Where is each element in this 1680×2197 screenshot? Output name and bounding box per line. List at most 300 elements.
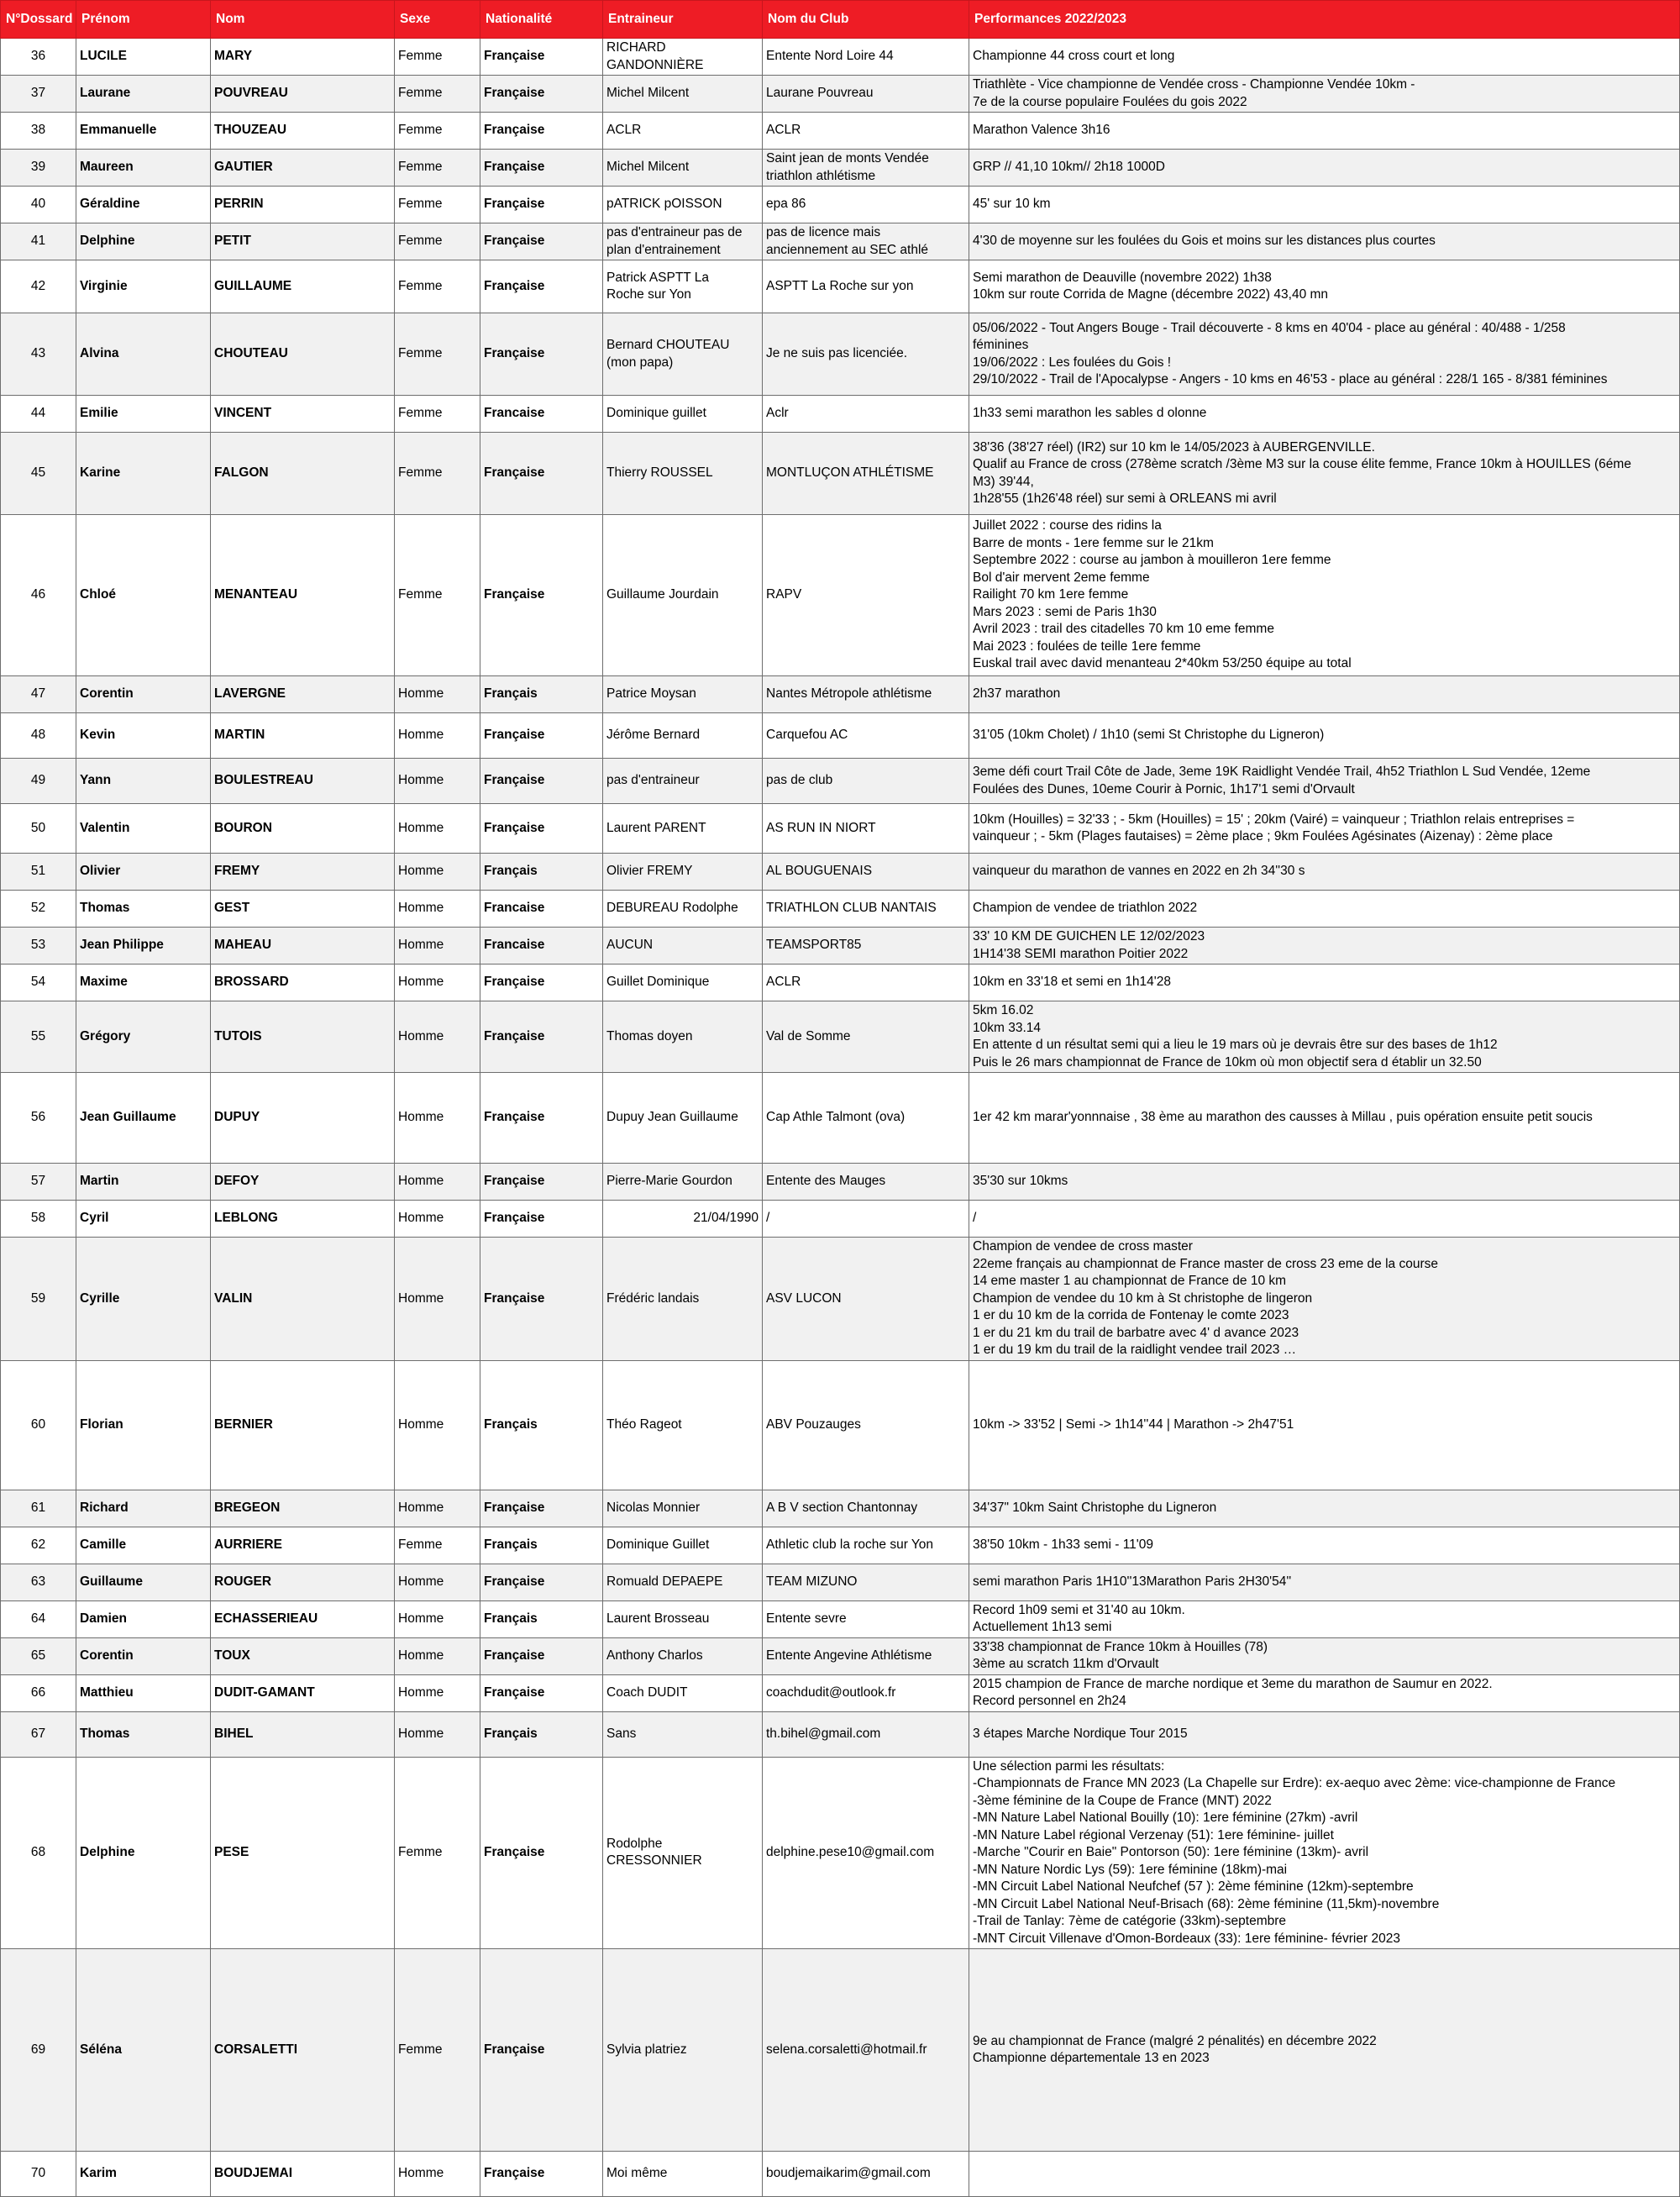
table-row	[1, 396, 1680, 433]
cell-entraineur: 21/04/1990	[603, 1201, 763, 1238]
cell-club: Nantes Métropole athlétisme	[763, 676, 969, 713]
cell-sexe: Homme	[395, 1238, 480, 1361]
table-row	[1, 759, 1680, 804]
cell-club: RAPV	[763, 515, 969, 676]
col-header-dossard: N°Dossard	[1, 1, 76, 39]
table-row	[1, 713, 1680, 759]
cell-entraineur: Thomas doyen	[603, 1001, 763, 1073]
cell-prenom: Matthieu	[76, 1674, 211, 1711]
cell-sexe: Homme	[395, 2152, 480, 2197]
cell-sexe: Femme	[395, 515, 480, 676]
cell-club: boudjemaikarim@gmail.com	[763, 2152, 969, 2197]
cell-sexe: Femme	[395, 396, 480, 433]
cell-nom: LAVERGNE	[211, 676, 395, 713]
table-row	[1, 676, 1680, 713]
cell-prenom: LUCILE	[76, 39, 211, 76]
cell-performances: GRP // 41,10 10km// 2h18 1000D	[969, 150, 1680, 187]
cell-prenom: Martin	[76, 1164, 211, 1201]
cell-entraineur: Patrick ASPTT La Roche sur Yon	[603, 260, 763, 313]
cell-nationalite: Française	[480, 1164, 603, 1201]
cell-nationalite: Française	[480, 1201, 603, 1238]
cell-prenom: Florian	[76, 1360, 211, 1490]
cell-nationalite: Française	[480, 1073, 603, 1164]
cell-club: pas de club	[763, 759, 969, 804]
col-header-sexe: Sexe	[395, 1, 480, 39]
cell-nom: ROUGER	[211, 1564, 395, 1600]
cell-nom: CORSALETTI	[211, 1949, 395, 2152]
cell-entraineur: Olivier FREMY	[603, 854, 763, 891]
cell-sexe: Homme	[395, 1674, 480, 1711]
cell-nationalite: Française	[480, 759, 603, 804]
cell-nom: BREGEON	[211, 1490, 395, 1527]
cell-club: AL BOUGUENAIS	[763, 854, 969, 891]
cell-dossard: 39	[1, 150, 76, 187]
cell-sexe: Femme	[395, 313, 480, 396]
cell-dossard: 60	[1, 1360, 76, 1490]
table-row	[1, 928, 1680, 964]
cell-prenom: Jean Guillaume	[76, 1073, 211, 1164]
cell-club: ASPTT La Roche sur yon	[763, 260, 969, 313]
cell-nationalite: Français	[480, 1360, 603, 1490]
table-row	[1, 854, 1680, 891]
table-row	[1, 964, 1680, 1001]
cell-prenom: Corentin	[76, 1637, 211, 1674]
cell-nom: ECHASSERIEAU	[211, 1600, 395, 1637]
cell-entraineur: Coach DUDIT	[603, 1674, 763, 1711]
cell-sexe: Homme	[395, 1490, 480, 1527]
cell-performances: 10km (Houilles) = 32'33 ; - 5km (Houilles) = 15' ; 20km (Vairé) = vainqueur ; Triathlon relais entreprises = vainqueur ; - 5km (Plages fautaises) = 2ème place ; 9km Foulées Agésinates (Aizenay) : 2ème place	[969, 804, 1680, 854]
cell-club: TEAMSPORT85	[763, 928, 969, 964]
cell-prenom: Richard	[76, 1490, 211, 1527]
cell-performances: 3eme défi court Trail Côte de Jade, 3eme 19K Raidlight Vendée Trail, 4h52 Triathlon L Sud Vendée, 12eme Foulées des Dunes, 10eme Courir à Pornic, 1h17'1 semi d'Orvault	[969, 759, 1680, 804]
cell-sexe: Femme	[395, 113, 480, 150]
table-row	[1, 113, 1680, 150]
cell-sexe: Homme	[395, 1360, 480, 1490]
cell-nationalite: Française	[480, 1757, 603, 1949]
cell-club: Je ne suis pas licenciée.	[763, 313, 969, 396]
cell-nom: PERRIN	[211, 187, 395, 223]
cell-performances: Champion de vendee de cross master 22eme français au championnat de France master de cross 23 eme de la course 14 eme master 1 au championnat de France de 10 km Champion de vendee du 10 km à St christophe de lingeron 1 er du 10 km de la corrida de Fontenay le comte 2023 1 er du 21 km du trail de barbatre avec 4' d avance 2023 1 er du 19 km du trail de la raidlight vendee trail 2023 …	[969, 1238, 1680, 1361]
cell-entraineur: Dupuy Jean Guillaume	[603, 1073, 763, 1164]
cell-performances: 2h37 marathon	[969, 676, 1680, 713]
cell-sexe: Femme	[395, 1757, 480, 1949]
cell-dossard: 61	[1, 1490, 76, 1527]
cell-sexe: Homme	[395, 804, 480, 854]
cell-prenom: Maureen	[76, 150, 211, 187]
cell-prenom: Virginie	[76, 260, 211, 313]
cell-entraineur: Sylvia platriez	[603, 1949, 763, 2152]
cell-nationalite: Française	[480, 1564, 603, 1600]
cell-entraineur: Nicolas Monnier	[603, 1490, 763, 1527]
cell-nom: AURRIERE	[211, 1527, 395, 1564]
cell-entraineur: Patrice Moysan	[603, 676, 763, 713]
cell-performances: vainqueur du marathon de vannes en 2022 en 2h 34''30 s	[969, 854, 1680, 891]
cell-entraineur: pas d'entraineur	[603, 759, 763, 804]
table-row	[1, 1490, 1680, 1527]
cell-performances: 1h33 semi marathon les sables d olonne	[969, 396, 1680, 433]
table-row	[1, 1711, 1680, 1757]
cell-prenom: Damien	[76, 1600, 211, 1637]
cell-sexe: Homme	[395, 1201, 480, 1238]
cell-performances: 38'36 (38'27 réel) (IR2) sur 10 km le 14/05/2023 à AUBERGENVILLE. Qualif au France de cross (278ème scratch /3ème M3 sur la couse élite femme, France 10km à HOUILLES (6éme M3) 39'44, 1h28'55 (1h26'48 réel) sur semi à ORLEANS mi avril	[969, 433, 1680, 515]
cell-prenom: Karine	[76, 433, 211, 515]
cell-entraineur: Anthony Charlos	[603, 1637, 763, 1674]
cell-nom: GEST	[211, 891, 395, 928]
cell-club: MONTLUÇON ATHLÉTISME	[763, 433, 969, 515]
cell-performances: Juillet 2022 : course des ridins la Barre de monts - 1ere femme sur le 21km Septembre 2022 : course au jambon à mouilleron 1ere femme Bol d'air mervent 2eme femme Railight 70 km 1ere femme Mars 2023 : semi de Paris 1h30 Avril 2023 : trail des citadelles 70 km 10 eme femme Mai 2023 : foulées de teille 1ere femme Euskal trail avec david menanteau 2*40km 53/250 équipe au total	[969, 515, 1680, 676]
cell-club: Saint jean de monts Vendée triathlon athlétisme	[763, 150, 969, 187]
cell-performances: 31'05 (10km Cholet) / 1h10 (semi St Christophe du Ligneron)	[969, 713, 1680, 759]
cell-nationalite: Français	[480, 854, 603, 891]
table-row	[1, 76, 1680, 113]
cell-dossard: 42	[1, 260, 76, 313]
cell-sexe: Femme	[395, 260, 480, 313]
table-row	[1, 433, 1680, 515]
cell-performances: 1er 42 km marar'yonnnaise , 38 ème au marathon des causses à Millau , puis opération ensuite petit soucis	[969, 1073, 1680, 1164]
table-row	[1, 313, 1680, 396]
cell-sexe: Femme	[395, 433, 480, 515]
cell-dossard: 63	[1, 1564, 76, 1600]
table-row	[1, 1073, 1680, 1164]
cell-prenom: Cyrille	[76, 1238, 211, 1361]
cell-sexe: Homme	[395, 676, 480, 713]
cell-sexe: Homme	[395, 964, 480, 1001]
cell-dossard: 53	[1, 928, 76, 964]
cell-nationalite: Française	[480, 260, 603, 313]
cell-sexe: Femme	[395, 76, 480, 113]
cell-entraineur: RICHARD GANDONNIÈRE	[603, 39, 763, 76]
cell-dossard: 40	[1, 187, 76, 223]
cell-entraineur: Sans	[603, 1711, 763, 1757]
cell-dossard: 48	[1, 713, 76, 759]
cell-club: Entente Angevine Athlétisme	[763, 1637, 969, 1674]
cell-performances: 2015 champion de France de marche nordique et 3eme du marathon de Saumur en 2022. Record personnel en 2h24	[969, 1674, 1680, 1711]
cell-club: AS RUN IN NIORT	[763, 804, 969, 854]
cell-nom: VINCENT	[211, 396, 395, 433]
table-row	[1, 1757, 1680, 1949]
cell-club: epa 86	[763, 187, 969, 223]
cell-dossard: 54	[1, 964, 76, 1001]
cell-club: ACLR	[763, 964, 969, 1001]
cell-dossard: 36	[1, 39, 76, 76]
cell-nationalite: Française	[480, 433, 603, 515]
cell-nom: BOUDJEMAI	[211, 2152, 395, 2197]
table-row	[1, 260, 1680, 313]
cell-sexe: Homme	[395, 1711, 480, 1757]
cell-nom: MAHEAU	[211, 928, 395, 964]
cell-nationalite: Française	[480, 1238, 603, 1361]
cell-performances: 33' 10 KM DE GUICHEN LE 12/02/2023 1H14'38 SEMI marathon Poitier 2022	[969, 928, 1680, 964]
cell-nationalite: Française	[480, 515, 603, 676]
cell-entraineur: DEBUREAU Rodolphe	[603, 891, 763, 928]
cell-entraineur: ACLR	[603, 113, 763, 150]
col-header-nom: Nom	[211, 1, 395, 39]
cell-sexe: Femme	[395, 150, 480, 187]
cell-nom: LEBLONG	[211, 1201, 395, 1238]
cell-nom: TUTOIS	[211, 1001, 395, 1073]
cell-prenom: Valentin	[76, 804, 211, 854]
cell-club: /	[763, 1201, 969, 1238]
cell-club: delphine.pese10@gmail.com	[763, 1757, 969, 1949]
cell-nationalite: Française	[480, 1001, 603, 1073]
cell-sexe: Homme	[395, 1164, 480, 1201]
table-row	[1, 223, 1680, 260]
cell-nom: CHOUTEAU	[211, 313, 395, 396]
cell-prenom: Jean Philippe	[76, 928, 211, 964]
cell-sexe: Homme	[395, 1600, 480, 1637]
cell-dossard: 50	[1, 804, 76, 854]
cell-dossard: 64	[1, 1600, 76, 1637]
cell-dossard: 49	[1, 759, 76, 804]
cell-prenom: Alvina	[76, 313, 211, 396]
cell-nom: MENANTEAU	[211, 515, 395, 676]
cell-club: ABV Pouzauges	[763, 1360, 969, 1490]
cell-nationalite: Française	[480, 150, 603, 187]
cell-entraineur: Romuald DEPAEPE	[603, 1564, 763, 1600]
cell-dossard: 58	[1, 1201, 76, 1238]
cell-nationalite: Française	[480, 223, 603, 260]
cell-nom: FREMY	[211, 854, 395, 891]
cell-performances: Record 1h09 semi et 31'40 au 10km. Actuellement 1h13 semi	[969, 1600, 1680, 1637]
cell-dossard: 44	[1, 396, 76, 433]
cell-entraineur: Michel Milcent	[603, 150, 763, 187]
cell-entraineur: Dominique guillet	[603, 396, 763, 433]
cell-nom: DUDIT-GAMANT	[211, 1674, 395, 1711]
cell-performances: 45' sur 10 km	[969, 187, 1680, 223]
cell-club: TEAM MIZUNO	[763, 1564, 969, 1600]
cell-nom: BOURON	[211, 804, 395, 854]
cell-dossard: 37	[1, 76, 76, 113]
cell-dossard: 65	[1, 1637, 76, 1674]
cell-sexe: Homme	[395, 713, 480, 759]
cell-performances: Champion de vendee de triathlon 2022	[969, 891, 1680, 928]
cell-dossard: 55	[1, 1001, 76, 1073]
cell-nationalite: Français	[480, 1527, 603, 1564]
cell-nationalite: Français	[480, 1600, 603, 1637]
cell-dossard: 67	[1, 1711, 76, 1757]
cell-club: coachdudit@outlook.fr	[763, 1674, 969, 1711]
col-header-club: Nom du Club	[763, 1, 969, 39]
cell-nationalite: Française	[480, 964, 603, 1001]
header-row	[1, 1, 1680, 39]
cell-sexe: Femme	[395, 1527, 480, 1564]
cell-dossard: 68	[1, 1757, 76, 1949]
cell-sexe: Homme	[395, 1637, 480, 1674]
cell-entraineur: Guillet Dominique	[603, 964, 763, 1001]
table-row	[1, 187, 1680, 223]
cell-nom: THOUZEAU	[211, 113, 395, 150]
table-row	[1, 1564, 1680, 1600]
cell-dossard: 41	[1, 223, 76, 260]
cell-prenom: Delphine	[76, 1757, 211, 1949]
cell-entraineur: Rodolphe CRESSONNIER	[603, 1757, 763, 1949]
cell-nom: VALIN	[211, 1238, 395, 1361]
table-row	[1, 515, 1680, 676]
cell-club: Entente sevre	[763, 1600, 969, 1637]
table-row	[1, 1001, 1680, 1073]
cell-nom: GUILLAUME	[211, 260, 395, 313]
cell-nationalite: Français	[480, 676, 603, 713]
cell-dossard: 47	[1, 676, 76, 713]
cell-club: A B V section Chantonnay	[763, 1490, 969, 1527]
cell-performances: 4'30 de moyenne sur les foulées du Gois et moins sur les distances plus courtes	[969, 223, 1680, 260]
cell-entraineur: pATRICK pOISSON	[603, 187, 763, 223]
cell-nationalite: Française	[480, 1674, 603, 1711]
cell-dossard: 46	[1, 515, 76, 676]
cell-club: ASV LUCON	[763, 1238, 969, 1361]
cell-performances: 35'30 sur 10kms	[969, 1164, 1680, 1201]
cell-prenom: Thomas	[76, 891, 211, 928]
cell-entraineur: Guillaume Jourdain	[603, 515, 763, 676]
cell-performances: 10km -> 33'52 | Semi -> 1h14''44 | Marathon -> 2h47'51	[969, 1360, 1680, 1490]
cell-entraineur: Bernard CHOUTEAU (mon papa)	[603, 313, 763, 396]
cell-dossard: 38	[1, 113, 76, 150]
cell-sexe: Homme	[395, 1564, 480, 1600]
cell-club: Cap Athle Talmont (ova)	[763, 1073, 969, 1164]
cell-entraineur: Théo Rageot	[603, 1360, 763, 1490]
cell-sexe: Homme	[395, 854, 480, 891]
table-row	[1, 1637, 1680, 1674]
cell-performances: Championne 44 cross court et long	[969, 39, 1680, 76]
cell-nationalite: Française	[480, 76, 603, 113]
cell-performances: 38'50 10km - 1h33 semi - 11'09	[969, 1527, 1680, 1564]
cell-nom: DEFOY	[211, 1164, 395, 1201]
cell-dossard: 57	[1, 1164, 76, 1201]
cell-sexe: Femme	[395, 223, 480, 260]
cell-performances: Semi marathon de Deauville (novembre 2022) 1h38 10km sur route Corrida de Magne (décembre 2022) 43,40 mn	[969, 260, 1680, 313]
table-row	[1, 2152, 1680, 2197]
cell-performances: 10km en 33'18 et semi en 1h14'28	[969, 964, 1680, 1001]
cell-prenom: Emmanuelle	[76, 113, 211, 150]
cell-entraineur: Pierre-Marie Gourdon	[603, 1164, 763, 1201]
cell-dossard: 45	[1, 433, 76, 515]
cell-sexe: Homme	[395, 928, 480, 964]
cell-dossard: 69	[1, 1949, 76, 2152]
cell-dossard: 51	[1, 854, 76, 891]
table-row	[1, 1949, 1680, 2152]
table-row	[1, 1600, 1680, 1637]
cell-dossard: 59	[1, 1238, 76, 1361]
cell-nationalite: Française	[480, 113, 603, 150]
cell-sexe: Homme	[395, 891, 480, 928]
cell-nationalite: Française	[480, 2152, 603, 2197]
cell-prenom: Cyril	[76, 1201, 211, 1238]
cell-nom: BROSSARD	[211, 964, 395, 1001]
cell-entraineur: Laurent PARENT	[603, 804, 763, 854]
cell-prenom: Camille	[76, 1527, 211, 1564]
cell-nationalite: Française	[480, 187, 603, 223]
cell-prenom: Géraldine	[76, 187, 211, 223]
table-row	[1, 1201, 1680, 1238]
cell-club: Athletic club la roche sur Yon	[763, 1527, 969, 1564]
cell-sexe: Femme	[395, 187, 480, 223]
cell-nationalite: Francaise	[480, 891, 603, 928]
cell-nom: PETIT	[211, 223, 395, 260]
cell-sexe: Femme	[395, 39, 480, 76]
cell-nom: BOULESTREAU	[211, 759, 395, 804]
cell-entraineur: Thierry ROUSSEL	[603, 433, 763, 515]
cell-prenom: Yann	[76, 759, 211, 804]
cell-performances: 3 étapes Marche Nordique Tour 2015	[969, 1711, 1680, 1757]
table-row	[1, 1527, 1680, 1564]
cell-performances: 05/06/2022 - Tout Angers Bouge - Trail découverte - 8 kms en 40'04 - place au général : 40/488 - 1/258 féminines 19/06/2022 : Les foulées du Gois ! 29/10/2022 - Trail de l'Apocalypse - Angers - 10 kms en 46'53 - place au général : 228/1 165 - 8/381 féminines	[969, 313, 1680, 396]
cell-dossard: 70	[1, 2152, 76, 2197]
col-header-prenom: Prénom	[76, 1, 211, 39]
cell-dossard: 62	[1, 1527, 76, 1564]
cell-club: selena.corsaletti@hotmail.fr	[763, 1949, 969, 2152]
cell-entraineur: Laurent Brosseau	[603, 1600, 763, 1637]
table-row	[1, 1238, 1680, 1361]
cell-club: Val de Somme	[763, 1001, 969, 1073]
cell-entraineur: pas d'entraineur pas de plan d'entrainement	[603, 223, 763, 260]
cell-club: Laurane Pouvreau	[763, 76, 969, 113]
cell-nom: FALGON	[211, 433, 395, 515]
cell-performances: Triathlète - Vice championne de Vendée cross - Championne Vendée 10km - 7e de la course populaire Foulées du gois 2022	[969, 76, 1680, 113]
table-row	[1, 1360, 1680, 1490]
cell-entraineur: Dominique Guillet	[603, 1527, 763, 1564]
col-header-entraineur: Entraineur	[603, 1, 763, 39]
cell-nom: TOUX	[211, 1637, 395, 1674]
cell-nom: GAUTIER	[211, 150, 395, 187]
cell-nationalite: Française	[480, 1949, 603, 2152]
cell-prenom: Corentin	[76, 676, 211, 713]
cell-club: Aclr	[763, 396, 969, 433]
cell-club: Entente des Mauges	[763, 1164, 969, 1201]
cell-club: Entente Nord Loire 44	[763, 39, 969, 76]
table-row	[1, 1164, 1680, 1201]
cell-performances: Marathon Valence 3h16	[969, 113, 1680, 150]
cell-nom: PESE	[211, 1757, 395, 1949]
cell-nationalite: Francaise	[480, 396, 603, 433]
cell-sexe: Homme	[395, 1001, 480, 1073]
cell-nationalite: Française	[480, 39, 603, 76]
cell-dossard: 52	[1, 891, 76, 928]
cell-sexe: Homme	[395, 759, 480, 804]
cell-sexe: Femme	[395, 1949, 480, 2152]
cell-dossard: 43	[1, 313, 76, 396]
cell-prenom: Laurane	[76, 76, 211, 113]
cell-club: pas de licence mais anciennement au SEC athlé	[763, 223, 969, 260]
cell-nationalite: Française	[480, 1637, 603, 1674]
cell-entraineur: Moi même	[603, 2152, 763, 2197]
col-header-nationalite: Nationalité	[480, 1, 603, 39]
table-row	[1, 1674, 1680, 1711]
cell-prenom: Emilie	[76, 396, 211, 433]
table-row	[1, 39, 1680, 76]
cell-club: Carquefou AC	[763, 713, 969, 759]
cell-performances: 34'37" 10km Saint Christophe du Ligneron	[969, 1490, 1680, 1527]
cell-dossard: 66	[1, 1674, 76, 1711]
cell-dossard: 56	[1, 1073, 76, 1164]
cell-prenom: Chloé	[76, 515, 211, 676]
table-row	[1, 891, 1680, 928]
cell-nom: MARY	[211, 39, 395, 76]
cell-entraineur: Michel Milcent	[603, 76, 763, 113]
cell-nom: POUVREAU	[211, 76, 395, 113]
cell-performances: semi marathon Paris 1H10''13Marathon Paris 2H30'54''	[969, 1564, 1680, 1600]
cell-performances: 9e au championnat de France (malgré 2 pénalités) en décembre 2022 Championne départementale 13 en 2023	[969, 1949, 1680, 2152]
table-row	[1, 150, 1680, 187]
cell-nom: BERNIER	[211, 1360, 395, 1490]
cell-nom: DUPUY	[211, 1073, 395, 1164]
cell-prenom: Kevin	[76, 713, 211, 759]
cell-prenom: Delphine	[76, 223, 211, 260]
cell-prenom: Thomas	[76, 1711, 211, 1757]
table-row	[1, 804, 1680, 854]
cell-prenom: Olivier	[76, 854, 211, 891]
cell-entraineur: Frédéric landais	[603, 1238, 763, 1361]
cell-prenom: Séléna	[76, 1949, 211, 2152]
